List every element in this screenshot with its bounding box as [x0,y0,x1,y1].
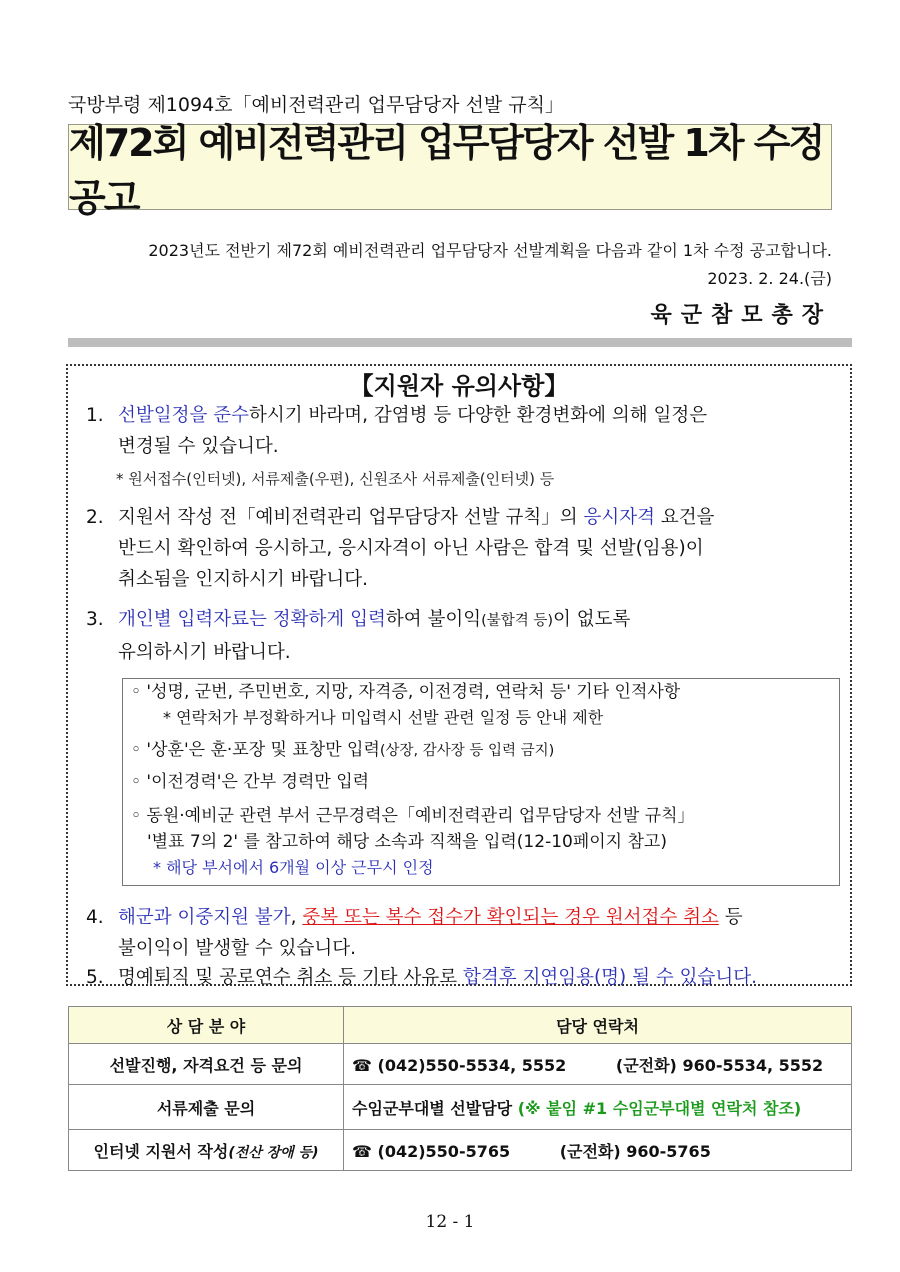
table-row [69,1085,852,1130]
input-emphasis: 개인별 입력자료는 정확하게 입력 [118,609,386,630]
dual-application-emphasis: 해군과 이중지원 불가 [118,907,291,928]
applicant-notice-box [66,364,852,986]
regulation-reference: 국방부령 제1094호「예비전력관리 업무담당자 선발 규칙」 [68,94,564,116]
attachment-reference: (※ 붙임 #1 수임군부대별 연락처 참조) [517,1098,802,1118]
notice-item-2 [86,502,836,595]
table-row [69,1044,852,1085]
item-text: 변경될 수 있습니다. [118,436,279,457]
military-phone: (군전화) 960-5534, 5552 [615,1055,824,1075]
item-number: 5. [86,967,104,988]
schedule-emphasis: 선발일정을 준수 [118,405,249,426]
detail-personal-info: ◦ '성명, 군번, 주민번호, 지망, 자격증, 이전경력, 연락처 등' 기타 인적사항 [131,682,681,702]
page-title: 제72회 예비전력관리 업무담당자 선발 1차 수정 공고 [69,121,824,220]
intro-text: 2023년도 전반기 제72회 예비전력관리 업무담당자 선발계획을 다음과 같이 1차 수정 공고합니다. [148,241,832,260]
title-banner [68,121,832,220]
duplicate-warning: 중복 또는 복수 접수가 확인되는 경우 원서접수 취소 [302,907,719,928]
contact-cell [344,1130,852,1171]
notice-item-1 [86,400,836,462]
announcement-date: 2023. 2. 24.(금) [707,269,832,288]
phone-number: (042)550-5534, 5552 [377,1055,567,1075]
item-text: 취소됨을 인지하시기 바랍니다. [118,569,368,590]
item-text: 명예퇴직 및 공로연수 취소 등 기타 사유로 [118,967,463,988]
item-text: 하시기 바라며, 감염병 등 다양한 환경변화에 의해 일정은 [248,405,708,426]
consult-field: 인터넷 지원서 작성(전산 장애 등) [69,1130,344,1171]
notice-item-3 [86,604,836,668]
detail-mobilization-line2: '별표 7의 2' 를 참고하여 해당 소속과 직책을 입력(12-10페이지 참고) [147,832,667,852]
phone-icon: ☎ [352,1055,372,1075]
detail-awards: ◦ '상훈'은 훈·포장 및 표창만 입력(상장, 감사장 등 입력 금지) [131,740,555,760]
qualification-emphasis: 응시자격 [583,507,655,528]
contact-cell [344,1085,852,1130]
item-text: 불이익이 발생할 수 있습니다. [118,938,356,959]
item-number: 4. [86,907,104,928]
item-1-note: * 원서접수(인터넷), 서류제출(우편), 신원조사 서류제출(인터넷) 등 [116,470,555,488]
item-text: 요건을 [654,507,715,528]
item-number: 3. [86,609,104,630]
column-header-field: 상 담 분 야 [69,1007,344,1044]
table-row [69,1130,852,1171]
contact-table [68,1006,852,1171]
item-text: 반드시 확인하여 응시하고, 응시자격이 아닌 사람은 합격 및 선발(임용)이 [118,538,704,559]
item-text-small: (불합격 등) [481,613,554,629]
item-text: 유의하시기 바랍니다. [118,642,291,663]
item-text: 이 없도록 [553,609,631,630]
consult-field: 서류제출 문의 [69,1085,344,1130]
item-number: 1. [86,405,104,426]
contact-person: 수임군부대별 선발담당 [352,1098,513,1118]
contact-cell [344,1044,852,1085]
table-header-row [69,1007,852,1044]
detail-mobilization-note: * 해당 부서에서 6개월 이상 근무시 인정 [153,858,434,877]
detail-career: ◦ '이전경력'은 간부 경력만 입력 [131,772,370,792]
item-text: 하여 불이익 [385,609,482,630]
notice-title: 【지원자 유의사항】 [349,372,569,400]
section-divider [68,338,852,347]
item-text: 지원서 작성 전「예비전력관리 업무담당자 선발 규칙」의 [118,507,584,528]
delayed-appointment-emphasis: 합격후 지연임용(명) 될 수 있습니다. [462,967,758,988]
column-header-contact: 담당 연락처 [344,1007,852,1044]
military-phone: (군전화) 960-5765 [559,1141,711,1161]
detail-contact-note: * 연락처가 부정확하거나 미입력시 선발 관련 일정 등 안내 제한 [163,708,604,727]
input-details-box [122,678,840,886]
phone-icon: ☎ [352,1141,372,1161]
item-text: 등 [718,907,743,928]
phone-number: (042)550-5765 [377,1141,511,1161]
item-number: 2. [86,507,104,528]
consult-field: 선발진행, 자격요건 등 문의 [69,1044,344,1085]
detail-mobilization: ◦ 동원·예비군 관련 부서 근무경력은「예비전력관리 업무담당자 선발 규칙」 [131,806,695,826]
page-number: 12 - 1 [425,1212,475,1232]
issuer-signature: 육군참모총장 [650,303,832,328]
notice-item-5 [86,962,836,993]
notice-item-4 [86,902,836,964]
item-text: , [290,907,303,928]
